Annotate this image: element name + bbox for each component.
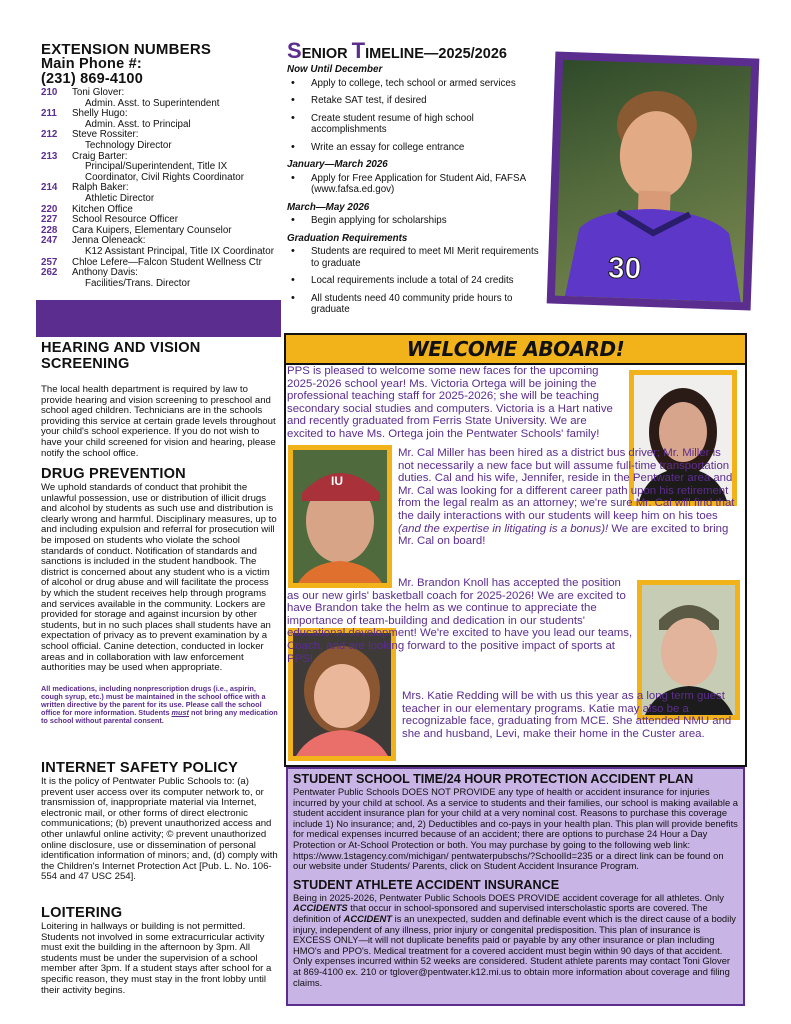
loitering-title: LOITERING [41, 905, 123, 921]
internet-safety-section [41, 761, 279, 883]
senior-photo [555, 60, 751, 302]
timeline-item: • Apply to college, tech school or armed services [287, 78, 549, 90]
welcome-para-miller-top [398, 447, 738, 548]
medication-note [41, 685, 279, 725]
welcome-para-ortega: PPS is pleased to welcome some new faces for the upcoming 2025-2026 school year! Ms. Victoria Ortega will be joining the professional teaching staff for 2025-2026; she will be teaching secondary social studies and computers. Victoria is a Hart native and recently graduated from Ferris State University. We are excited to have Ms. Ortega join the Pentwater Schools' family! [287, 365, 613, 440]
drug-body: We uphold standards of conduct that prohibit the unlawful possession, use or distribution of illicit drugs and alcohol by students as such use and distribution is clearly wrong and harmful. Disciplinary measures, up to and including expulsion and referral for prosecution will be imposed on students who violate the school standards of conduct. Notification of standards and sanctions is included in the student handbook. The district is concerned about any student who is a victim of alcohol or drug abuse and will facilitate the process by which the student receives help through programs and services available in the community. Lockers are provided for storage and against incursion by other students, but in no such places shall students have an expectation of privacy as to prevent examination by a school official. Canine detection, conducted in locker areas and in collaboration with law enforcement authorities may be used when appropriate. [41, 482, 277, 674]
timeline-item: • Apply for Free Application for Student Aid, FAFSA (www.fafsa.ed.gov) [287, 173, 549, 196]
extension-number: 211 [41, 108, 57, 120]
senior-photo-illustration [555, 60, 751, 302]
timeline-item: • Write an essay for college entrance [287, 142, 549, 154]
senior-timeline [287, 40, 549, 322]
timeline-item: • All students need 40 community pride hours to graduate [287, 293, 549, 316]
timeline-list [287, 173, 549, 196]
athlete-body-a: Being in 2025-2026, Pentwater Public Schools DOES PROVIDE accident coverage for all athletes. Only [293, 891, 724, 903]
extension-contact: Anthony Davis: [72, 267, 138, 279]
extension-number: 227 [41, 214, 58, 226]
extension-number: 220 [41, 203, 58, 215]
miller-photo [288, 445, 392, 588]
accident-plan-box [286, 767, 745, 1006]
extension-role: Athletic Director [85, 192, 155, 204]
extension-contact: Steve Rossiter: [72, 129, 139, 141]
extension-contact: Kitchen Office [72, 203, 133, 215]
purple-divider-bar [36, 300, 281, 337]
athlete-title: STUDENT ATHLETE ACCIDENT INSURANCE [293, 877, 560, 892]
timeline-title-s: S [287, 38, 302, 63]
loitering-body: Loitering in hallways or building is not permitted. Students not involved in some extracurricular activity must exit the building in the afternoon by 3pm. All students must be under the supervision of a school member after 3pm. If a student stays after school for a specific reason, they must stay in the front lobby until their activity begins. [41, 921, 272, 996]
medication-note-b: not bring any medication to school without parental consent. [41, 707, 278, 725]
drug-prevention-section [41, 467, 279, 725]
timeline-heading: Graduation Requirements [287, 232, 408, 244]
extension-list [41, 88, 281, 289]
hearing-title: HEARING AND VISION SCREENING [41, 340, 201, 372]
welcome-knoll-text: Mr. Brandon Knoll has accepted the position as our new girls' basketball coach for 2025-2026! We are excited to have Brandon take the helm as we continue to appreciate the importance of team-building and dedication in our students' educational development! We're excited to have you lead our teams, Coach, and are looking forward to the positive impact of sports at PPS! [287, 577, 633, 665]
extension-number: 214 [41, 182, 58, 194]
extension-title: EXTENSION NUMBERS [41, 41, 212, 58]
athlete-body-c: is an unexpected, sudden and definable event which is the direct cause of a bodily injury, independent of any illness, prior injury or congenital predisposition. This plan of insurance is EXCESS ONLY—it will not duplicate benefits paid or payable by any other insurance or plan including HMO's and PPO's. Medical treatment for a covered accident must begin within 90 days of that accident. Only expenses incurred within 52 weeks are considered. Student athlete parents may contact Toni Glover at 869-4100 ex. 210 or tglover@pentwater.k12.mi.us to obtain more information about coverage and filing claims. [293, 912, 736, 988]
welcome-miller-text: Mr. Cal Miller has been hired as a district bus driver; Mr. Miller is not necessarily a new face but will assume full-time transportation duties. Cal and his wife, Jennifer, reside in the Pentwater area and Mr. Cal was looking for a different career path upon his retirement from the legal realm as an attorney; we're sure Mr. Cal will find that the daily interactions with our students will keep him on his toes [398, 447, 735, 522]
timeline-list [287, 215, 549, 227]
extension-entry [41, 88, 281, 99]
extension-number: 212 [41, 129, 58, 141]
cap-logo: IU [331, 474, 343, 488]
extension-number: 228 [41, 224, 58, 236]
timeline-item: • Begin applying for scholarships [287, 215, 549, 227]
extension-contact: Chloe Lefere—Falcon Student Wellness Ctr [72, 256, 262, 268]
extension-contact: Ralph Baker: [72, 182, 129, 194]
timeline-item: • Local requirements include a total of 24 credits [287, 275, 549, 287]
extension-contact: Cara Kuipers, Elementary Counselor [72, 224, 232, 236]
extension-contact: Toni Glover: [72, 87, 125, 98]
athlete-accident-emphasis: ACCIDENT [343, 912, 392, 924]
welcome-banner [286, 335, 745, 365]
timeline-item: • Students are required to meet MI Merit requirements to graduate [287, 246, 549, 269]
welcome-para-knoll [287, 577, 635, 665]
welcome-miller-tail: We are excited to bring Mr. Cal on board! [398, 522, 729, 548]
protection-title: STUDENT SCHOOL TIME/24 HOUR PROTECTION ACCIDENT PLAN [293, 772, 694, 786]
athlete-body-b: that occur in school-sponsored and supervised interscholastic sports are covered. The definition of [293, 902, 708, 924]
extension-role: Principal/Superintendent, Title IX Coordinator, Civil Rights Coordinator [85, 161, 244, 183]
timeline-heading: March—May 2026 [287, 201, 370, 213]
welcome-title: WELCOME ABOARD! [406, 337, 625, 361]
main-phone: (231) 869-4100 [41, 71, 143, 87]
extension-role: Technology Director [85, 139, 172, 151]
timeline-item: • Create student resume of high school accomplishments [287, 113, 549, 136]
main-phone-label: Main Phone #: [41, 56, 142, 72]
extension-role: K12 Assistant Principal, Title IX Coordinator [85, 245, 274, 257]
senior-photo-frame [547, 52, 760, 311]
extension-role: Admin. Asst. to Superintendent [85, 97, 220, 109]
extension-numbers [41, 42, 281, 289]
extension-contact: School Resource Officer [72, 214, 179, 226]
extension-number: 213 [41, 150, 58, 162]
timeline-title-mid: ENIOR [301, 46, 352, 62]
extension-contact: Jenna Oleneack: [72, 235, 146, 247]
extension-number: 262 [41, 267, 58, 279]
timeline-title-rest: IMELINE—2025/2026 [365, 46, 507, 62]
loitering-section [41, 906, 279, 996]
jersey-number: 30 [607, 251, 642, 286]
internet-body: It is the policy of Pentwater Public Schools to: (a) prevent user access over its computer network to, or transmission of, inappropriate material via Internet, electronic mail, or other forms of direct electronic communications; (b) prevent unauthorized access and other unlawful online activity; © prevent unauthorized online disclosure, use or dissemination of personal identification information of minors; and, (d) comply with the Children's Internet Protection Act [Pub. L. No. 106-554 and 47 USC 254]. [41, 776, 278, 883]
timeline-list [287, 246, 549, 316]
extension-contact: Craig Barter: [72, 150, 128, 162]
medication-note-must: must [171, 707, 189, 717]
timeline-title [287, 40, 549, 65]
extension-number: 210 [41, 87, 58, 98]
extension-contact: Shelly Hugo: [72, 108, 128, 120]
athlete-accidents-emphasis: ACCIDENTS [293, 902, 348, 914]
welcome-miller-italic: (and the expertise in litigating is a bonus)! [398, 522, 609, 535]
timeline-body [287, 64, 549, 316]
hearing-vision-section [41, 341, 279, 459]
timeline-heading: January—March 2026 [287, 159, 388, 170]
extension-number: 257 [41, 256, 58, 268]
medication-note-a: All medications, including nonprescription drugs (i.e., aspirin, cough syrup, etc.) must be maintained in the school office with a written directive by the parent for its use. Please call the school office for more information. Students [41, 683, 266, 717]
timeline-heading: Now Until December [287, 64, 383, 75]
athlete-body [293, 893, 738, 988]
timeline-title-t: T [351, 38, 366, 63]
hearing-body: The local health department is required by law to provide hearing and vision screening to preschool and school aged children. Technicians are in the schools providing this service at certain grade levels throughout your child's school experience. If you do not wish to have your child screened for vision and hearing, please notify the school office. [41, 384, 276, 459]
timeline-item: • Retake SAT test, if desired [287, 95, 549, 107]
extension-entry [41, 183, 281, 194]
extension-number: 247 [41, 235, 58, 247]
timeline-list [287, 78, 549, 154]
welcome-para-redding: Mrs. Katie Redding will be with us this year as a long term guest teacher in our elementary programs. Katie may also be a recognizable face, graduating from MCE. She attended NMU and she and husband, Levi, make their home in the Custer area. [402, 690, 732, 740]
drug-title: DRUG PREVENTION [41, 466, 186, 482]
extension-role: Facilities/Trans. Director [85, 277, 191, 289]
miller-photo-illustration [288, 445, 392, 588]
internet-title: INTERNET SAFETY POLICY [41, 760, 239, 776]
extension-role: Admin. Asst. to Principal [85, 118, 191, 130]
protection-body: Pentwater Public Schools DOES NOT PROVIDE any type of health or accident insurance for injuries incurred by your child at school. As a service to students and their families, our school is making available a student accident insurance plan for your child at a very nominal cost. Reasons to purchase this coverage include 1) No insurance; and, 2) Deductibles and co-pays in your health plan. This plan will provide benefits for medical expenses incurred because of an accident; there are options to purchase 24 Hour a Day Protection or At-School Protection or both. You may purchase by going to the following web link: https://www.1stagency.com/michigan/ pentwaterpubschs/?SchoolId=235 or a direct link can be found on our website under Students/ Parents, click on Student Accident Insurance Program. [293, 786, 739, 872]
